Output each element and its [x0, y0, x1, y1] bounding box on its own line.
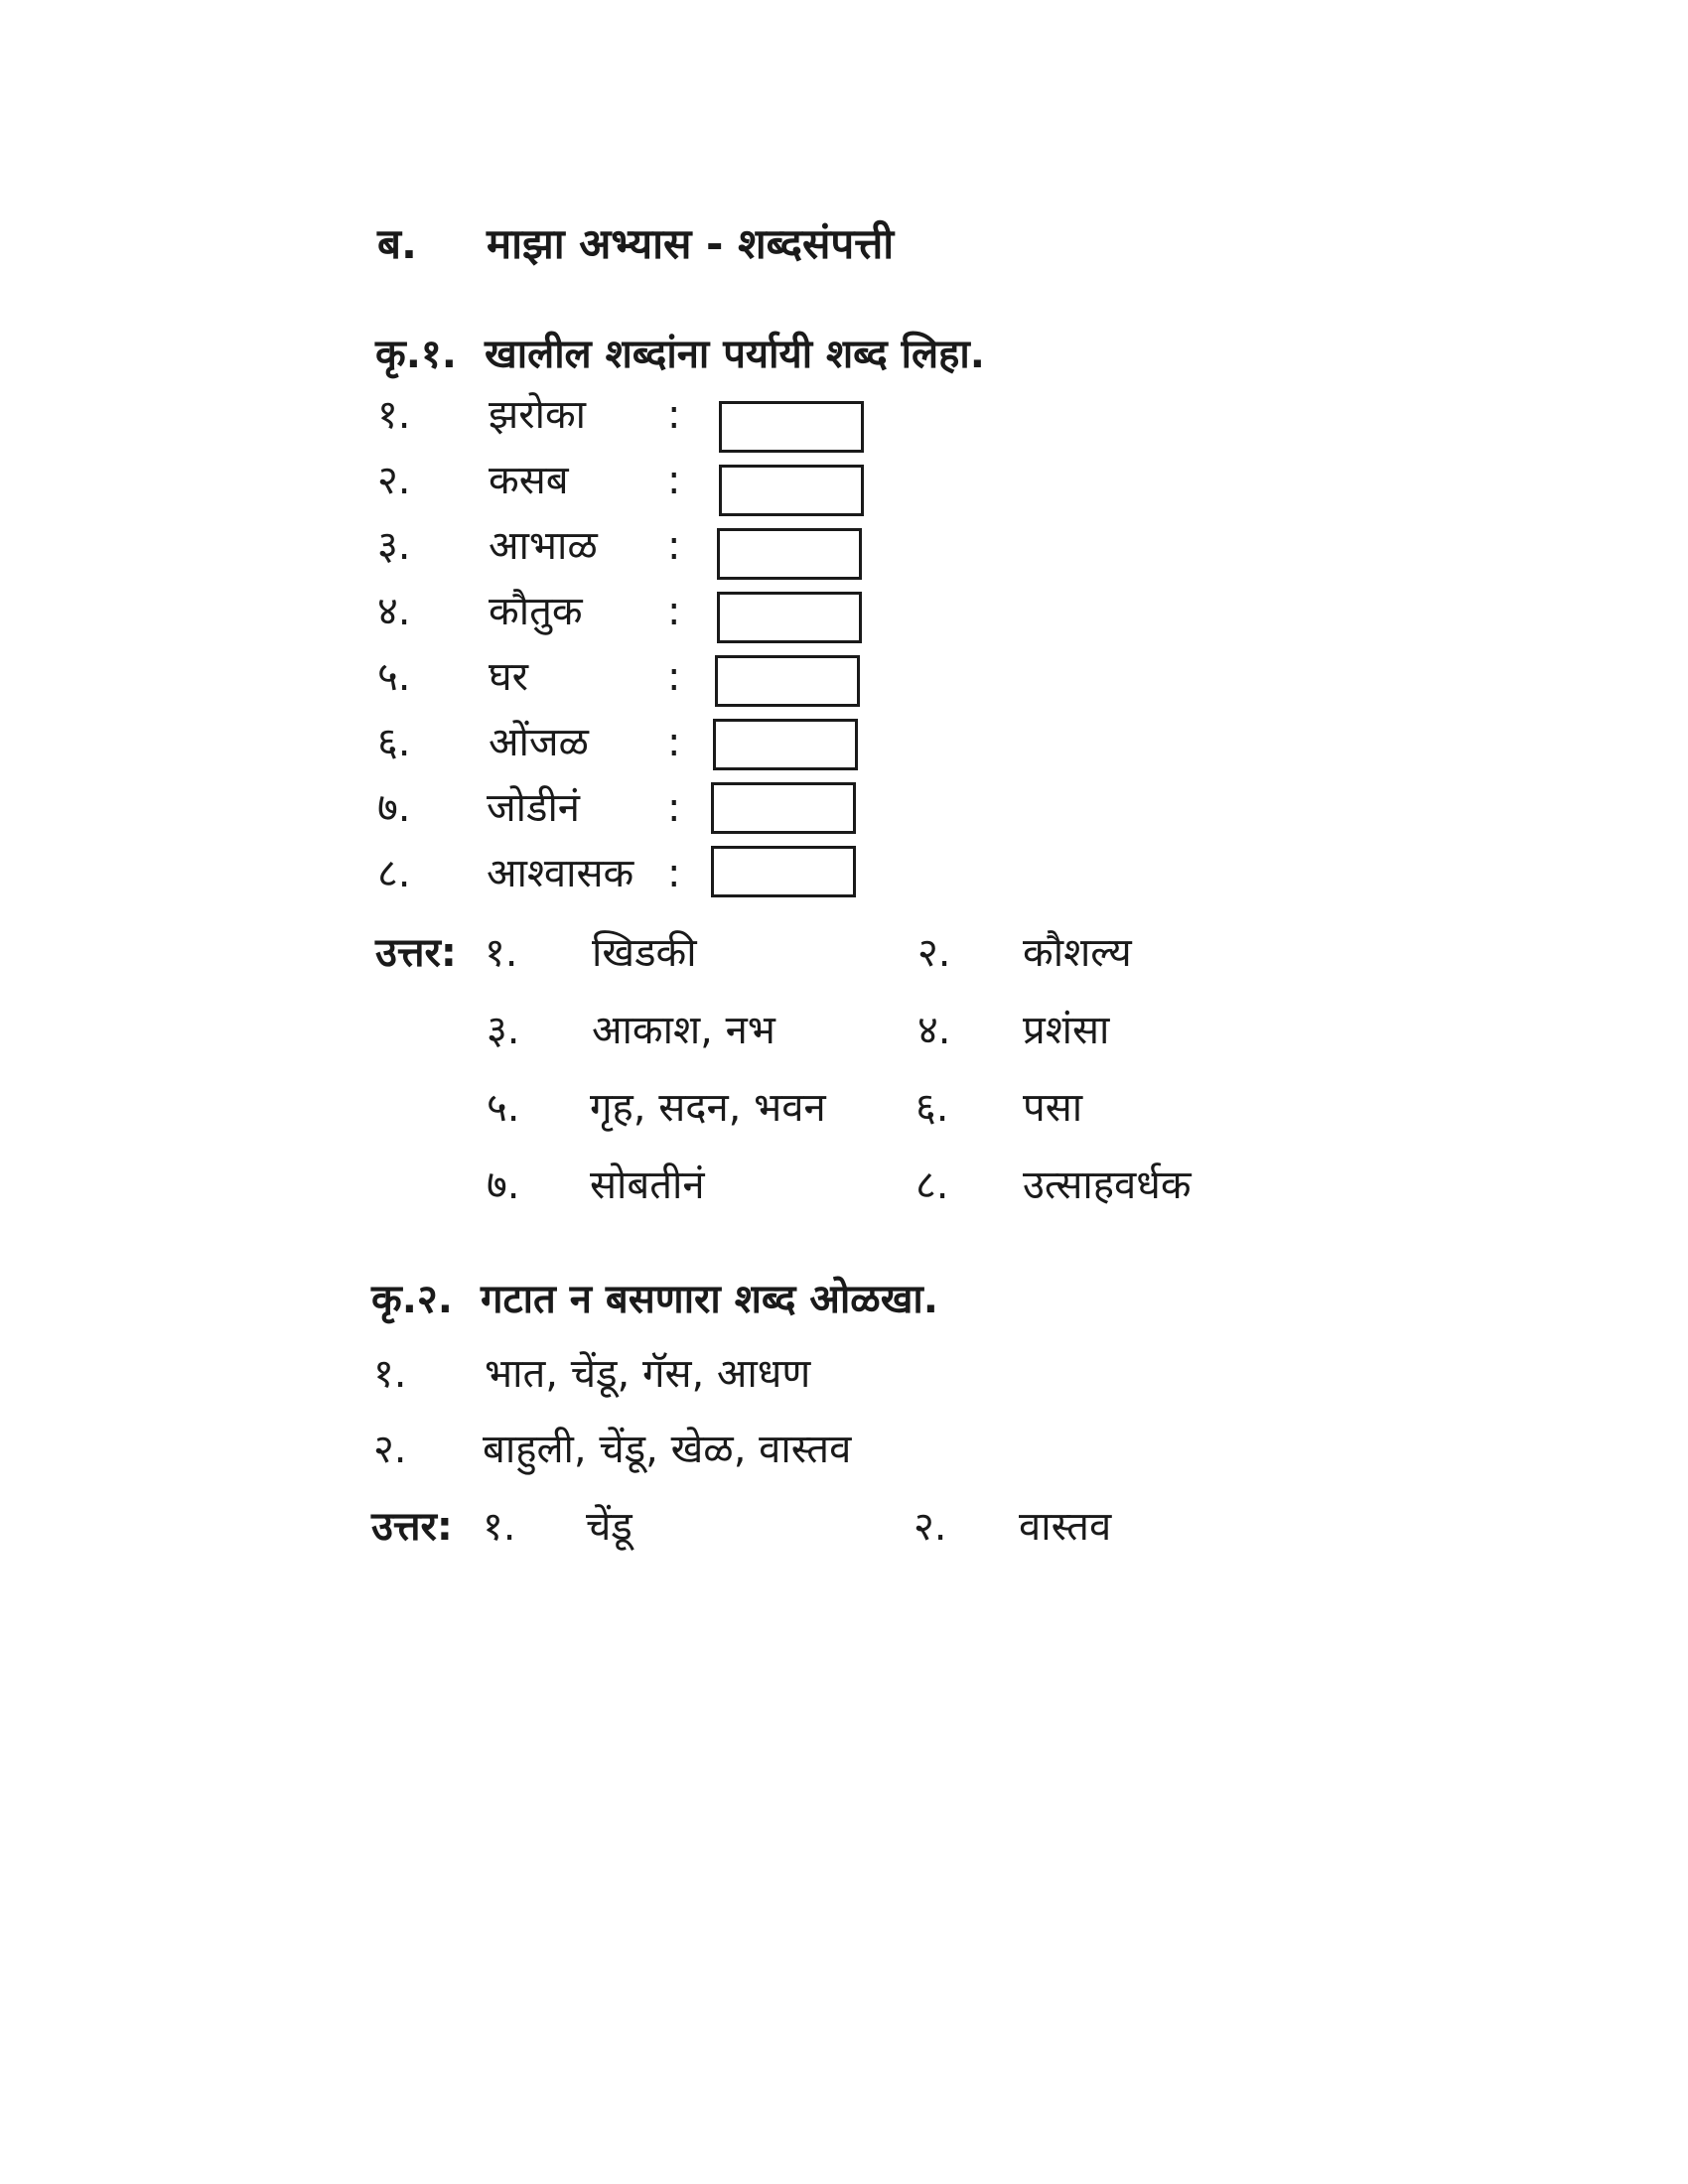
answer-number: ५.: [487, 1085, 520, 1131]
answer-number: १.: [485, 930, 518, 976]
answer-box[interactable]: [715, 655, 860, 707]
item-colon: :: [667, 589, 681, 634]
answer-label: उत्तर:: [375, 930, 457, 976]
item-colon: :: [667, 654, 681, 700]
item-text: बाहुली, चेंडू, खेळ, वास्तव: [483, 1427, 852, 1472]
item-number: २.: [373, 1427, 407, 1472]
item-word: आभाळ: [489, 523, 598, 569]
answer-number: २.: [914, 1504, 947, 1550]
item-text: भात, चेंडू, गॅस, आधण: [485, 1351, 811, 1397]
item-word: ओंजळ: [489, 720, 589, 765]
item-word: घर: [489, 654, 528, 700]
answer-label: उत्तर:: [371, 1504, 453, 1550]
item-word: कसब: [489, 458, 569, 503]
item-number: ८.: [377, 851, 411, 896]
item-number: ३.: [377, 523, 411, 569]
answer-text: कौशल्य: [1023, 930, 1132, 976]
answer-box[interactable]: [719, 465, 864, 516]
answer-number: ७.: [487, 1162, 520, 1208]
item-number: ४.: [377, 589, 411, 634]
answer-text: चेंडू: [586, 1504, 633, 1550]
answer-text: प्रशंसा: [1023, 1008, 1110, 1053]
item-colon: :: [667, 720, 681, 765]
answer-box[interactable]: [711, 782, 856, 834]
section-label: ब.: [377, 219, 417, 268]
answer-number: ३.: [487, 1008, 520, 1053]
answer-text: उत्साहवर्धक: [1023, 1162, 1192, 1208]
answer-text: खिडकी: [592, 930, 697, 976]
question-prompt: गटात न बसणारा शब्द ओळखा.: [481, 1277, 938, 1322]
question-number: कृ.२.: [371, 1277, 453, 1322]
item-number: १.: [377, 392, 411, 438]
answer-text: वास्तव: [1019, 1504, 1112, 1550]
section-title: माझा अभ्यास - शब्दसंपत्ती: [487, 219, 895, 268]
answer-text: सोबतीनं: [590, 1162, 705, 1208]
answer-text: आकाश, नभ: [592, 1008, 775, 1053]
answer-box[interactable]: [719, 401, 864, 453]
item-number: ५.: [377, 654, 411, 700]
answer-box[interactable]: [711, 846, 856, 897]
answer-number: ४.: [917, 1008, 951, 1053]
item-colon: :: [667, 392, 681, 438]
item-colon: :: [667, 523, 681, 569]
item-number: ७.: [377, 785, 411, 831]
answer-box[interactable]: [717, 592, 862, 643]
item-word: कौतुक: [489, 589, 583, 634]
answer-text: पसा: [1023, 1085, 1083, 1131]
answer-text: गृह, सदन, भवन: [590, 1085, 826, 1131]
answer-number: १.: [483, 1504, 516, 1550]
item-colon: :: [667, 851, 681, 896]
item-number: १.: [373, 1351, 407, 1397]
item-word: झरोका: [489, 392, 587, 438]
item-colon: :: [667, 458, 681, 503]
answer-box[interactable]: [717, 528, 862, 580]
answer-number: २.: [917, 930, 951, 976]
question-prompt: खालील शब्दांना पर्यायी शब्द लिहा.: [485, 332, 985, 377]
answer-number: ६.: [915, 1085, 949, 1131]
answer-box[interactable]: [713, 719, 858, 770]
item-number: २.: [377, 458, 411, 503]
item-word: आश्वासक: [487, 851, 634, 896]
item-colon: :: [667, 785, 681, 831]
answer-number: ८.: [915, 1162, 949, 1208]
item-number: ६.: [377, 720, 411, 765]
question-number: कृ.१.: [375, 332, 457, 377]
item-word: जोडीनं: [487, 785, 580, 831]
